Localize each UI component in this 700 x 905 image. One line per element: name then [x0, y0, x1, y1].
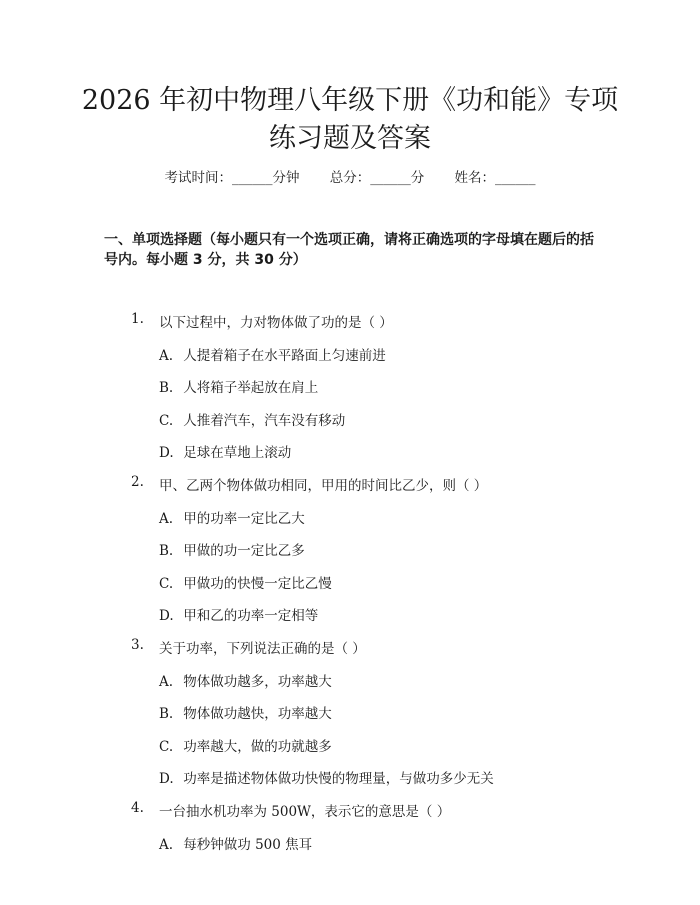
option-letter: B.	[159, 706, 174, 723]
question-text: 以下过程中，力对物体做了功的是（ ）	[159, 315, 393, 331]
title-line-1: 2026 年初中物理八年级下册《功和能》专项	[81, 85, 619, 116]
answer-option	[159, 604, 318, 624]
option-text: 物体做功越多，功率越大	[179, 673, 332, 690]
question-text: 一台抽水机功率为 500W，表示它的意思是（ ）	[159, 804, 451, 820]
answer-option	[159, 767, 494, 787]
option-letter: C.	[159, 738, 174, 755]
title-line-2: 练习题及答案	[269, 123, 431, 154]
answer-option	[159, 735, 332, 755]
option-text: 功率越大，做的功就越多	[179, 738, 332, 755]
option-text: 功率是描述物体做功快慢的物理量，与做功多少无关	[179, 771, 494, 788]
question-number: 4.	[131, 800, 144, 816]
option-letter: D.	[159, 771, 174, 788]
option-letter: A.	[159, 347, 174, 364]
total-score: 总分：______分	[329, 170, 425, 186]
option-text: 甲和乙的功率一定相等	[179, 608, 319, 625]
exam-info-line	[0, 168, 700, 188]
exam-time: 考试时间：______分钟	[164, 170, 300, 186]
option-letter: D.	[159, 445, 174, 462]
option-text: 人推着汽车，汽车没有移动	[179, 412, 346, 429]
option-text: 足球在草地上滚动	[179, 445, 292, 462]
answer-option	[159, 670, 332, 690]
question-number: 3.	[131, 637, 144, 653]
question-number: 1.	[131, 311, 144, 327]
option-text: 甲的功率一定比乙大	[179, 510, 305, 527]
answer-option	[159, 833, 312, 853]
option-text: 甲做的功一定比乙多	[179, 543, 305, 560]
answer-option	[159, 441, 291, 461]
answer-option	[159, 507, 305, 527]
answer-option	[159, 572, 332, 592]
option-text: 人将箱子举起放在肩上	[179, 380, 319, 397]
option-text: 人提着箱子在水平路面上匀速前进	[179, 347, 386, 364]
option-text: 物体做功越快，功率越大	[179, 706, 332, 723]
section-heading-single-choice: 一、单项选择题（每小题只有一个选项正确，请将正确选项的字母填在题后的括号内。每小题 3 分，共 30 分）	[104, 232, 594, 268]
option-letter: A.	[159, 836, 174, 853]
question-text: 关于功率，下列说法正确的是（ ）	[159, 641, 366, 657]
option-letter: D.	[159, 608, 174, 625]
option-text: 每秒钟做功 500 焦耳	[179, 836, 313, 853]
option-letter: B.	[159, 543, 174, 560]
option-letter: C.	[159, 412, 174, 429]
option-letter: B.	[159, 380, 174, 397]
answer-option	[159, 409, 345, 429]
option-letter: A.	[159, 510, 174, 527]
question-text: 甲、乙两个物体做功相同，甲用的时间比乙少，则（ ）	[159, 478, 488, 494]
question-number: 2.	[131, 474, 144, 490]
answer-option	[159, 702, 332, 722]
answer-option	[159, 539, 305, 559]
answer-option	[159, 344, 386, 364]
option-letter: C.	[159, 575, 174, 592]
student-name: 姓名：______	[454, 170, 536, 186]
answer-option	[159, 376, 318, 396]
option-text: 甲做功的快慢一定比乙慢	[179, 575, 332, 592]
document-title	[60, 82, 640, 158]
option-letter: A.	[159, 673, 174, 690]
